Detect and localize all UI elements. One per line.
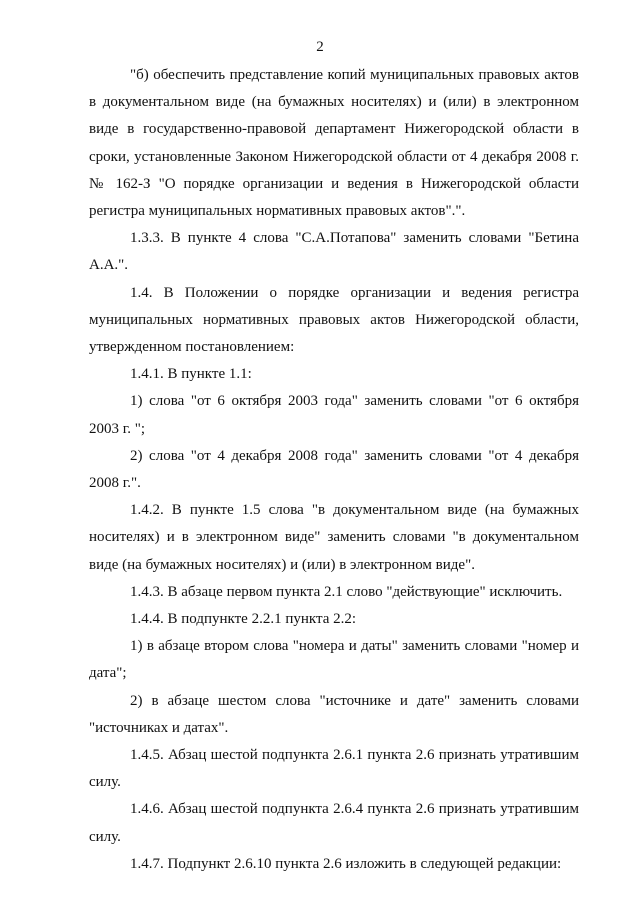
paragraph-1-4: 1.4. В Положении о порядке организации и ведения регистра муниципальных нормативных правовых актов Нижегородской области, утвержденном постановлением: [89, 284, 579, 356]
page-number: 2 [316, 39, 324, 55]
paragraph-registry-copies: "б) обеспечить представление копий муниципальных правовых актов в документальном виде (на бумажных носителях) и (или) в электронном виде в государственно-правовой департамент Нижегородской области в сроки, установленные Законом Нижегородской области от 4 декабря 2008 г. № 162-З "О порядке организации и ведения в Нижегородской области регистра муниципальных нормативных правовых актов".". [89, 67, 579, 220]
paragraph-1-4-2: 1.4.2. В пункте 1.5 слова "в документальном виде (на бумажных носителях) и в электронном виде" заменить словами "в документальном виде (на бумажных носителях) и (или) в электронном виде". [89, 502, 579, 573]
paragraph-1-4-4-item-2: 2) в абзаце шестом слова "источнике и дате" заменить словами "источниках и датах". [89, 692, 579, 736]
paragraph-1-4-4-item-1: 1) в абзаце втором слова "номера и даты" заменить словами "номер и дата"; [89, 638, 579, 682]
paragraph-1-3-3: 1.3.3. В пункте 4 слова "С.А.Потапова" заменить словами "Бетина А.А.". [89, 230, 579, 274]
paragraph-1-4-7: 1.4.7. Подпункт 2.6.10 пункта 2.6 изложить в следующей редакции: [130, 855, 562, 872]
paragraph-1-4-1-item-1: 1) слова "от 6 октября 2003 года" заменить словами "от 6 октября 2003 г. "; [89, 393, 579, 437]
paragraph-1-4-1-item-2: 2) слова "от 4 декабря 2008 года" заменить словами "от 4 декабря 2008 г.". [89, 447, 579, 492]
paragraph-1-4-1: 1.4.1. В пункте 1.1: [130, 366, 252, 383]
paragraph-1-4-4: 1.4.4. В подпункте 2.2.1 пункта 2.2: [130, 611, 357, 628]
paragraph-1-4-3: 1.4.3. В абзаце первом пункта 2.1 слово "действующие" исключить. [130, 583, 563, 600]
paragraph-1-4-6: 1.4.6. Абзац шестой подпункта 2.6.4 пункта 2.6 признать утратившим силу. [89, 801, 579, 845]
paragraph-1-4-5: 1.4.5. Абзац шестой подпункта 2.6.1 пункта 2.6 признать утратившим силу. [89, 747, 579, 791]
document-body [89, 62, 579, 878]
